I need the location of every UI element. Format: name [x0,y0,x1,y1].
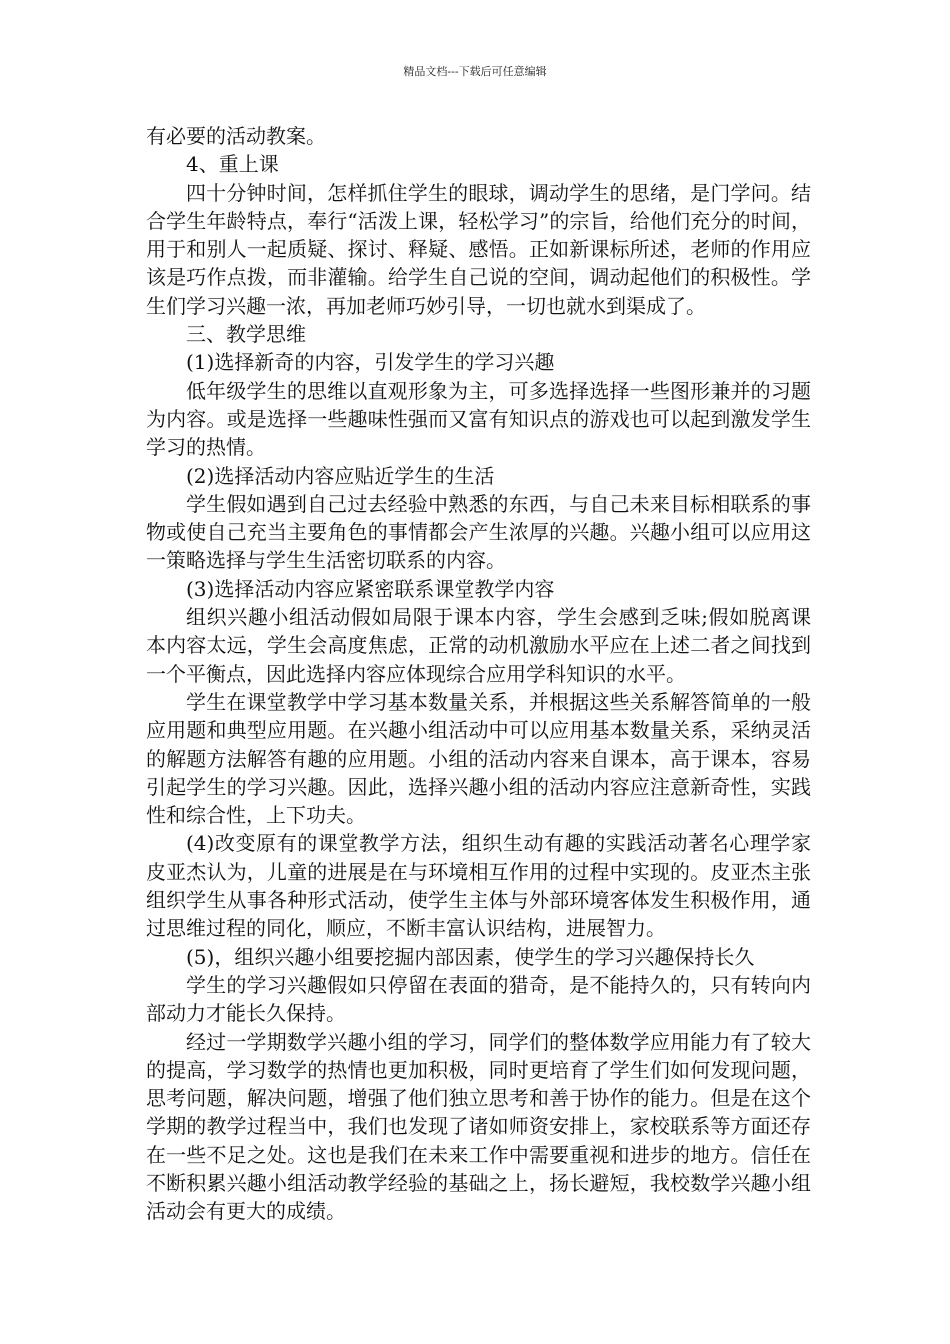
subheading-2: (2)选择活动内容应贴近学生的生活 [186,463,495,488]
paragraph-6: 低年级学生的思维以直观形象为主，可多选择选择一些图形兼并的习题为内容。或是选择一些趣味性强而又富有知识点的游戏也可以起到激发学生学习的热情。 [146,378,811,460]
subheading-5: (5)，组织兴趣小组要挖掘内部因素，使学生的学习兴趣保持长久 [186,944,755,969]
section-heading-4: 4、重上课 [186,152,279,177]
paragraph-10: 组织兴趣小组活动假如局限于课本内容，学生会感到乏味;假如脱离课本内容太远，学生会高度焦虑，正常的动机激励水平应在上述二者之间找到一个平衡点，因此选择内容应体现综合应用学科知识的水平。 [146,605,811,686]
paragraph-14: 学生的学习兴趣假如只停留在表面的猎奇，是不能持久的，只有转向内部动力才能长久保持。 [146,972,811,1026]
paragraph-11: 学生在课堂教学中学习基本数量关系，并根据这些关系解答简单的一般应用题和典型应用题。在兴趣小组活动中可以应用基本数量关系，采纳灵活的解题方法解答有趣的应用题。小组的活动内容来自课本，高于课本，容易引起学生的学习兴趣。因此，选择兴趣小组的活动内容应注意新奇性，实践性和综合性，上下功夫。 [146,689,811,828]
paragraph-8: 学生假如遇到自己过去经验中熟悉的东西，与自己未来目标相联系的事物或使自己充当主要角色的事情都会产生浓厚的兴趣。兴趣小组可以应用这一策略选择与学生生活密切联系的内容。 [146,491,811,573]
paragraph-12: (4)改变原有的课堂教学方法，组织生动有趣的实践活动著名心理学家皮亚杰认为，儿童的进展是在与环境相互作用的过程中实现的。皮亚杰主张组织学生从事各种形式活动，使学生主体与外部环境客体发生积极作用，通过思维过程的同化，顺应，不断丰富认识结构，进展智力。 [146,831,811,941]
section-heading-3: 三、教学思维 [186,322,306,347]
subheading-1: (1)选择新奇的内容，引发学生的学习兴趣 [186,350,555,375]
paragraph-15: 经过一学期数学兴趣小组的学习，同学们的整体数学应用能力有了较大的提高，学习数学的热情也更加积极，同时更培育了学生们如何发现问题，思考问题，解决问题，增强了他们独立思考和善于协作的能力。但是在这个学期的教学过程当中，我们也发现了诸如师资安排上，家校联系等方面还存在一些不足之处。这也是我们在未来工作中需要重视和进步的地方。信任在不断积累兴趣小组活动教学经验的基础之上，扬长避短，我校数学兴趣小组活动会有更大的成绩。 [146,1029,811,1224]
page-header: 精品文档---下载后可任意编辑 [403,65,547,78]
document-body [146,122,811,1226]
paragraph-1: 有必要的活动教案。 [146,124,326,148]
paragraph-3: 四十分钟时间，怎样抓住学生的眼球，调动学生的思绪，是门学问。结合学生年龄特点，奉行“活泼上课，轻松学习”的宗旨，给他们充分的时间，用于和别人一起质疑、探讨、释疑、感悟。正如新课标所述，老师的作用应该是巧作点拨，而非灌输。给学生自己说的空间，调动起他们的积极性。学生们学习兴趣一浓，再加老师巧妙引导，一切也就水到渠成了。 [146,180,811,318]
subheading-3: (3)选择活动内容应紧密联系课堂教学内容 [186,576,555,601]
